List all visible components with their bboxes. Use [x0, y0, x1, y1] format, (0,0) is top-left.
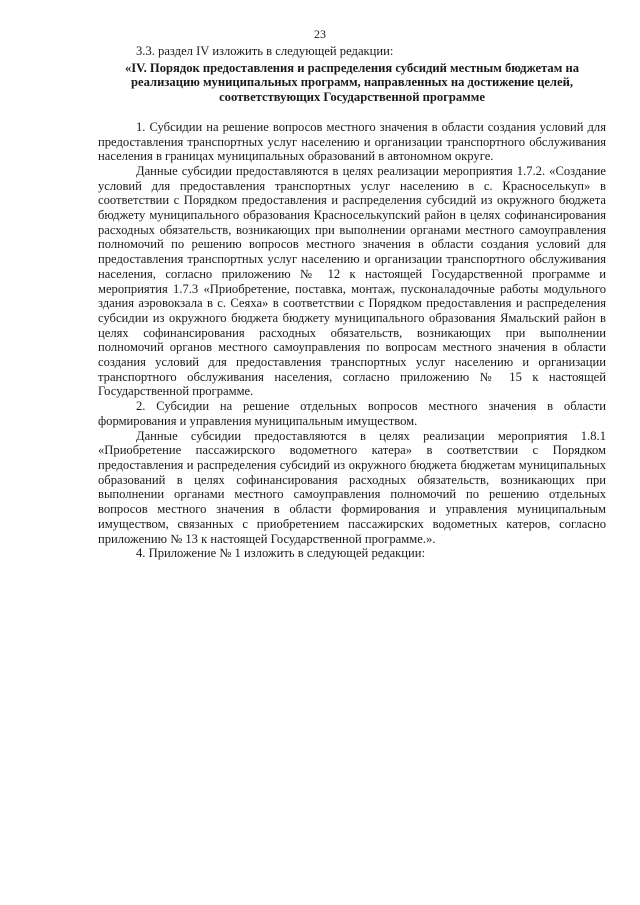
page-number: 23: [314, 27, 326, 41]
paragraph-5: 4. Приложение № 1 изложить в следующей редакции:: [136, 546, 425, 561]
paragraph-1: 1. Субсидии на решение вопросов местного значения в области создания условий для предоставления транспортных услуг населению и организации транспортного обслуживания населения в границах муниципальных образований в автономном округе.: [98, 119, 606, 164]
paragraph-2: Данные субсидии предоставляются в целях реализации мероприятия 1.7.2. «Создание условий для предоставления транспортных услуг населению в с. Красноселькуп» в соответствии с Порядком предоставления и распределения субсидий из окружного бюджета бюджету муниципального образования Красноселькупский район в целях софинансирования расходных обязательств, возникающих при выполнении органами местного самоуправления полномочий по решению вопросов местного значения в области создания условий для предоставления транспортных услуг населению и организации транспортного обслуживания населения, согласно приложению № 12 к настоящей Государственной программе и мероприятия 1.7.3 «Приобретение, поставка, монтаж, пусконаладочные работы модульного здания аэровокзала в с. Сеяха» в соответствии с Порядком предоставления и распределения субсидии из окружного бюджета бюджету муниципального образования Ямальский район в целях софинансирования расходных обязательств, возникающих при выполнении полномочий органов местного самоуправления по вопросам местного значения в области создания условий для предоставления транспортных услуг населению и организации транспортного обслуживания населения, согласно приложению № 15 к настоящей Государственной программе.: [98, 163, 606, 399]
spacer: [98, 105, 606, 120]
document-body: [98, 44, 606, 561]
paragraph-4: Данные субсидии предоставляются в целях реализации мероприятия 1.8.1 «Приобретение пассажирского водометного катера» в соответствии с Порядком предоставления и распределения субсидий из окружного бюджета бюджетам муниципальных образований в целях софинансирования расходных обязательств, возникающих при выполнении органами местного самоуправления полномочий по решению отдельных вопросов местного значения в области формирования и управления муниципальным имуществом, связанных с приобретением пассажирских водометных катеров, согласно приложению № 13 к настоящей Государственной программе.».: [98, 428, 606, 546]
section-heading: «IV. Порядок предоставления и распределения субсидий местным бюджетам на реализацию муниципальных программ, направленных на достижение целей, соответствующих Государственной программе: [124, 60, 580, 105]
paragraph-3: 2. Субсидии на решение отдельных вопросов местного значения в области формирования и управления муниципальным имуществом.: [98, 399, 606, 428]
intro-line: 3.3. раздел IV изложить в следующей редакции:: [136, 44, 394, 58]
